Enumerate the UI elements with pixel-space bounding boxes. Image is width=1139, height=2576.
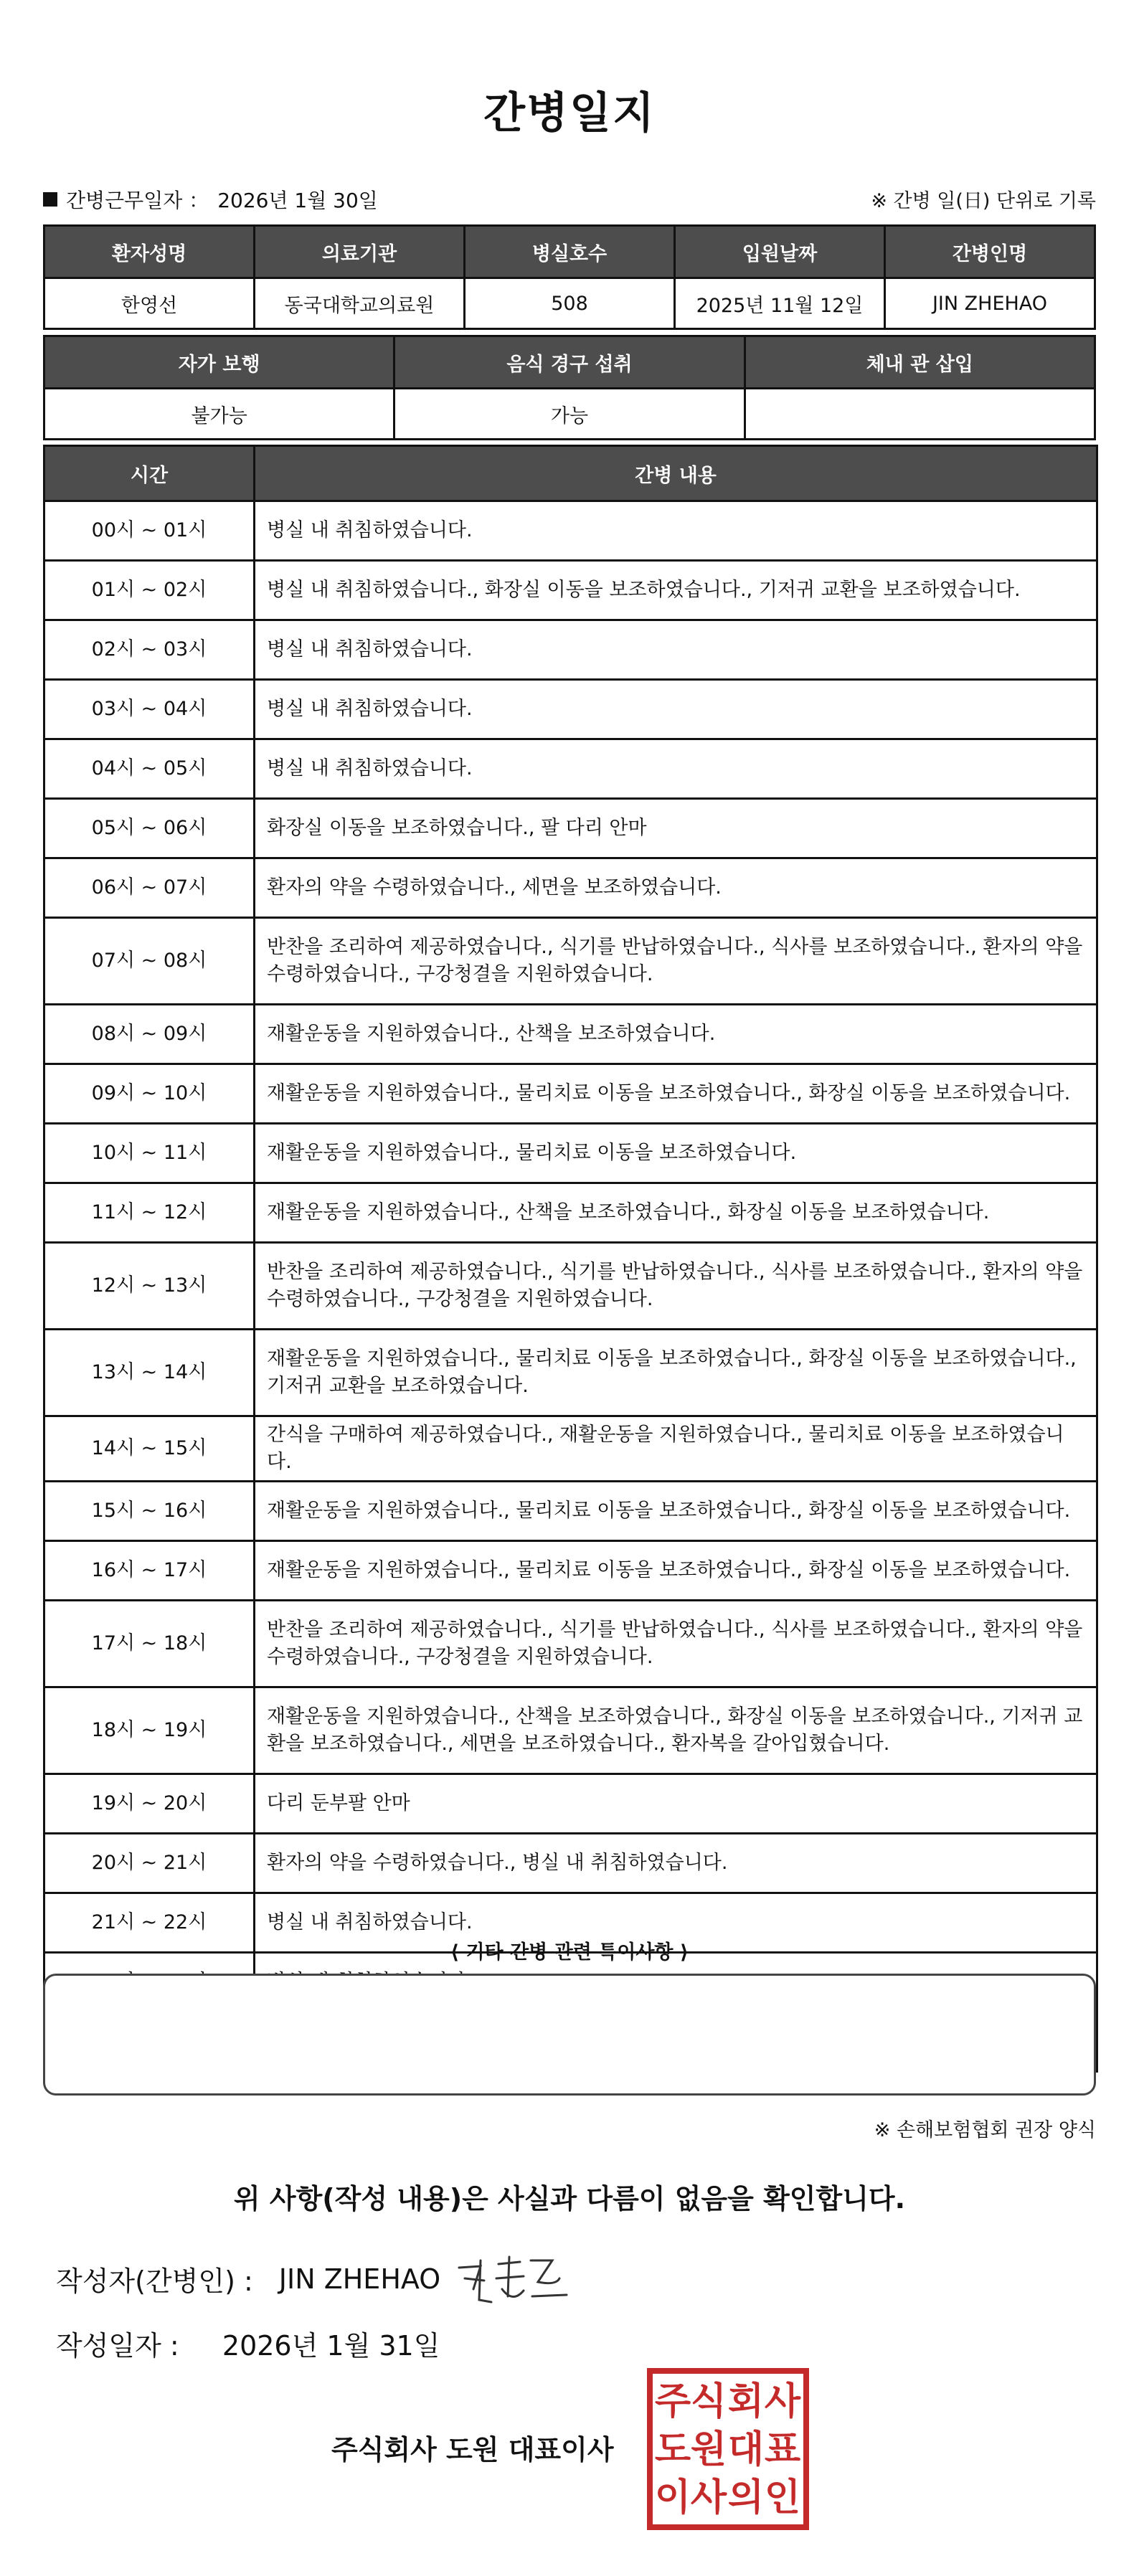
care-content: 병실 내 취침하였습니다. bbox=[255, 501, 1097, 561]
date-line bbox=[56, 2324, 440, 2363]
room-number: 508 bbox=[465, 278, 675, 329]
hospital-name: 동국대학교의료원 bbox=[255, 278, 465, 329]
care-log-row bbox=[44, 1124, 1097, 1183]
time-slot: 15시 ~ 16시 bbox=[44, 1482, 255, 1541]
company-name: 주식회사 도원 대표이사 bbox=[331, 2434, 614, 2466]
info-header: 환자성명 bbox=[44, 226, 255, 278]
time-slot: 11시 ~ 12시 bbox=[44, 1183, 255, 1243]
care-log-row bbox=[44, 1416, 1097, 1482]
care-log-row bbox=[44, 739, 1097, 799]
care-content: 간식을 구매하여 제공하였습니다., 재활운동을 지원하였습니다., 물리치료 이동을 보조하였습니다. bbox=[255, 1416, 1097, 1482]
caregiver-name: JIN ZHEHAO bbox=[885, 278, 1095, 329]
work-date-label: 간병근무일자 ： bbox=[66, 189, 209, 212]
info-header: 입원날짜 bbox=[675, 226, 885, 278]
care-content: 병실 내 취침하였습니다. bbox=[255, 1893, 1097, 1953]
square-bullet-icon bbox=[43, 192, 57, 207]
care-log-rows bbox=[44, 501, 1097, 2072]
svg-text:주: 주 bbox=[654, 2380, 691, 2423]
svg-text:표: 표 bbox=[764, 2428, 801, 2471]
time-slot: 10시 ~ 11시 bbox=[44, 1124, 255, 1183]
svg-text:회: 회 bbox=[727, 2380, 765, 2423]
care-content: 재활운동을 지원하였습니다., 물리치료 이동을 보조하였습니다., 화장실 이동을 보조하였습니다. bbox=[255, 1541, 1097, 1601]
care-log-row bbox=[44, 1330, 1097, 1416]
condition-header: 체내 관 삽입 bbox=[745, 336, 1095, 389]
time-slot: 01시 ~ 02시 bbox=[44, 561, 255, 620]
special-notes-title: ⟨ 기타 간병 관련 특이사항 ⟩ bbox=[450, 1941, 689, 1964]
care-log-row bbox=[44, 1834, 1097, 1893]
care-log-row bbox=[44, 1064, 1097, 1124]
info-header: 병실호수 bbox=[465, 226, 675, 278]
care-log-row bbox=[44, 1774, 1097, 1834]
patient-condition-table bbox=[43, 335, 1096, 440]
date-value: 2026년 1월 31일 bbox=[222, 2330, 440, 2362]
content-header: 간병 내용 bbox=[255, 446, 1097, 501]
handwritten-signature bbox=[452, 2246, 574, 2311]
care-content: 재활운동을 지원하였습니다., 산책을 보조하였습니다. bbox=[255, 1005, 1097, 1064]
svg-text:대: 대 bbox=[727, 2428, 765, 2471]
special-notes-box bbox=[43, 1974, 1096, 2096]
svg-text:식: 식 bbox=[690, 2380, 727, 2423]
care-log-row bbox=[44, 918, 1097, 1005]
time-slot: 17시 ~ 18시 bbox=[44, 1601, 255, 1687]
time-slot: 06시 ~ 07시 bbox=[44, 858, 255, 918]
unit-note: ※ 간병 일(日) 단위로 기록 bbox=[871, 190, 1096, 212]
tube-status bbox=[745, 389, 1095, 440]
svg-text:의: 의 bbox=[727, 2476, 765, 2519]
svg-text:원: 원 bbox=[690, 2428, 727, 2471]
condition-header: 자가 보행 bbox=[44, 336, 394, 389]
care-log-row bbox=[44, 680, 1097, 739]
writer-label: 작성자(간병인) : bbox=[56, 2265, 253, 2297]
care-content: 병실 내 취침하였습니다. bbox=[255, 680, 1097, 739]
care-content: 환자의 약을 수령하였습니다., 세면을 보조하였습니다. bbox=[255, 858, 1097, 918]
care-log-row bbox=[44, 1687, 1097, 1774]
confirmation-statement: 위 사항(작성 내용)은 사실과 다름이 없음을 확인합니다. bbox=[233, 2183, 906, 2215]
care-content: 재활운동을 지원하였습니다., 물리치료 이동을 보조하였습니다., 화장실 이동을 보조하였습니다. bbox=[255, 1482, 1097, 1541]
svg-text:사: 사 bbox=[764, 2380, 801, 2423]
writer-name: JIN ZHEHAO bbox=[278, 2263, 441, 2295]
time-slot: 08시 ~ 09시 bbox=[44, 1005, 255, 1064]
time-slot: 16시 ~ 17시 bbox=[44, 1541, 255, 1601]
document-title: 간병일지 bbox=[483, 88, 656, 138]
care-log-row bbox=[44, 1482, 1097, 1541]
time-slot: 21시 ~ 22시 bbox=[44, 1893, 255, 1953]
condition-header: 음식 경구 섭취 bbox=[394, 336, 745, 389]
svg-text:사: 사 bbox=[690, 2476, 727, 2519]
time-slot: 09시 ~ 10시 bbox=[44, 1064, 255, 1124]
patient-info-table bbox=[43, 224, 1096, 330]
care-content: 재활운동을 지원하였습니다., 물리치료 이동을 보조하였습니다., 화장실 이동을 보조하였습니다., 기저귀 교환을 보조하였습니다. bbox=[255, 1330, 1097, 1416]
svg-text:이: 이 bbox=[654, 2476, 691, 2519]
care-content: 병실 내 취침하였습니다. bbox=[255, 620, 1097, 680]
care-log-table bbox=[43, 445, 1098, 2073]
writer-line bbox=[56, 2259, 440, 2298]
oral-intake-status: 가능 bbox=[394, 389, 745, 440]
care-log-row bbox=[44, 1243, 1097, 1330]
time-slot: 18시 ~ 19시 bbox=[44, 1687, 255, 1774]
date-label: 작성일자 : bbox=[56, 2330, 179, 2362]
time-slot: 00시 ~ 01시 bbox=[44, 501, 255, 561]
form-note: ※ 손해보험협회 권장 양식 bbox=[874, 2119, 1096, 2141]
time-header: 시간 bbox=[44, 446, 255, 501]
svg-text:인: 인 bbox=[764, 2476, 801, 2519]
time-slot: 07시 ~ 08시 bbox=[44, 918, 255, 1005]
patient-name: 한영선 bbox=[44, 278, 255, 329]
care-content: 반찬을 조리하여 제공하였습니다., 식기를 반납하였습니다., 식사를 보조하였습니다., 환자의 약을 수령하였습니다., 구강청결을 지원하였습니다. bbox=[255, 1243, 1097, 1330]
time-slot: 13시 ~ 14시 bbox=[44, 1330, 255, 1416]
time-slot: 05시 ~ 06시 bbox=[44, 799, 255, 858]
info-header: 간병인명 bbox=[885, 226, 1095, 278]
care-content: 재활운동을 지원하였습니다., 물리치료 이동을 보조하였습니다., 화장실 이동을 보조하였습니다. bbox=[255, 1064, 1097, 1124]
work-date-value: 2026년 1월 30일 bbox=[217, 189, 378, 212]
care-content: 반찬을 조리하여 제공하였습니다., 식기를 반납하였습니다., 식사를 보조하였습니다., 환자의 약을 수령하였습니다., 구강청결을 지원하였습니다. bbox=[255, 1601, 1097, 1687]
time-slot: 02시 ~ 03시 bbox=[44, 620, 255, 680]
care-content: 재활운동을 지원하였습니다., 산책을 보조하였습니다., 화장실 이동을 보조하였습니다. bbox=[255, 1183, 1097, 1243]
care-log-row bbox=[44, 1005, 1097, 1064]
care-log-row bbox=[44, 1183, 1097, 1243]
care-log-row bbox=[44, 1601, 1097, 1687]
info-header: 의료기관 bbox=[255, 226, 465, 278]
time-slot: 03시 ~ 04시 bbox=[44, 680, 255, 739]
care-log-row bbox=[44, 799, 1097, 858]
time-slot: 20시 ~ 21시 bbox=[44, 1834, 255, 1893]
time-slot: 14시 ~ 15시 bbox=[44, 1416, 255, 1482]
time-slot: 19시 ~ 20시 bbox=[44, 1774, 255, 1834]
care-log-row bbox=[44, 858, 1097, 918]
care-content: 반찬을 조리하여 제공하였습니다., 식기를 반납하였습니다., 식사를 보조하였습니다., 환자의 약을 수령하였습니다., 구강청결을 지원하였습니다. bbox=[255, 918, 1097, 1005]
care-content: 병실 내 취침하였습니다., 화장실 이동을 보조하였습니다., 기저귀 교환을 보조하였습니다. bbox=[255, 561, 1097, 620]
walking-status: 불가능 bbox=[44, 389, 394, 440]
care-log-row bbox=[44, 561, 1097, 620]
care-content: 환자의 약을 수령하였습니다., 병실 내 취침하였습니다. bbox=[255, 1834, 1097, 1893]
care-content: 다리 둔부팔 안마 bbox=[255, 1774, 1097, 1834]
svg-text:도: 도 bbox=[654, 2428, 691, 2471]
care-log-row bbox=[44, 620, 1097, 680]
time-slot: 12시 ~ 13시 bbox=[44, 1243, 255, 1330]
care-log-row bbox=[44, 1541, 1097, 1601]
care-content: 병실 내 취침하였습니다. bbox=[255, 739, 1097, 799]
care-content: 재활운동을 지원하였습니다., 물리치료 이동을 보조하였습니다. bbox=[255, 1124, 1097, 1183]
company-seal-stamp bbox=[646, 2367, 810, 2532]
work-date bbox=[43, 185, 378, 214]
admission-date: 2025년 11월 12일 bbox=[675, 278, 885, 329]
care-content: 재활운동을 지원하였습니다., 산책을 보조하였습니다., 화장실 이동을 보조하였습니다., 기저귀 교환을 보조하였습니다., 세면을 보조하였습니다., 환자복을 갈아입혔습니다. bbox=[255, 1687, 1097, 1774]
time-slot: 04시 ~ 05시 bbox=[44, 739, 255, 799]
care-content: 화장실 이동을 보조하였습니다., 팔 다리 안마 bbox=[255, 799, 1097, 858]
care-log-row bbox=[44, 501, 1097, 561]
